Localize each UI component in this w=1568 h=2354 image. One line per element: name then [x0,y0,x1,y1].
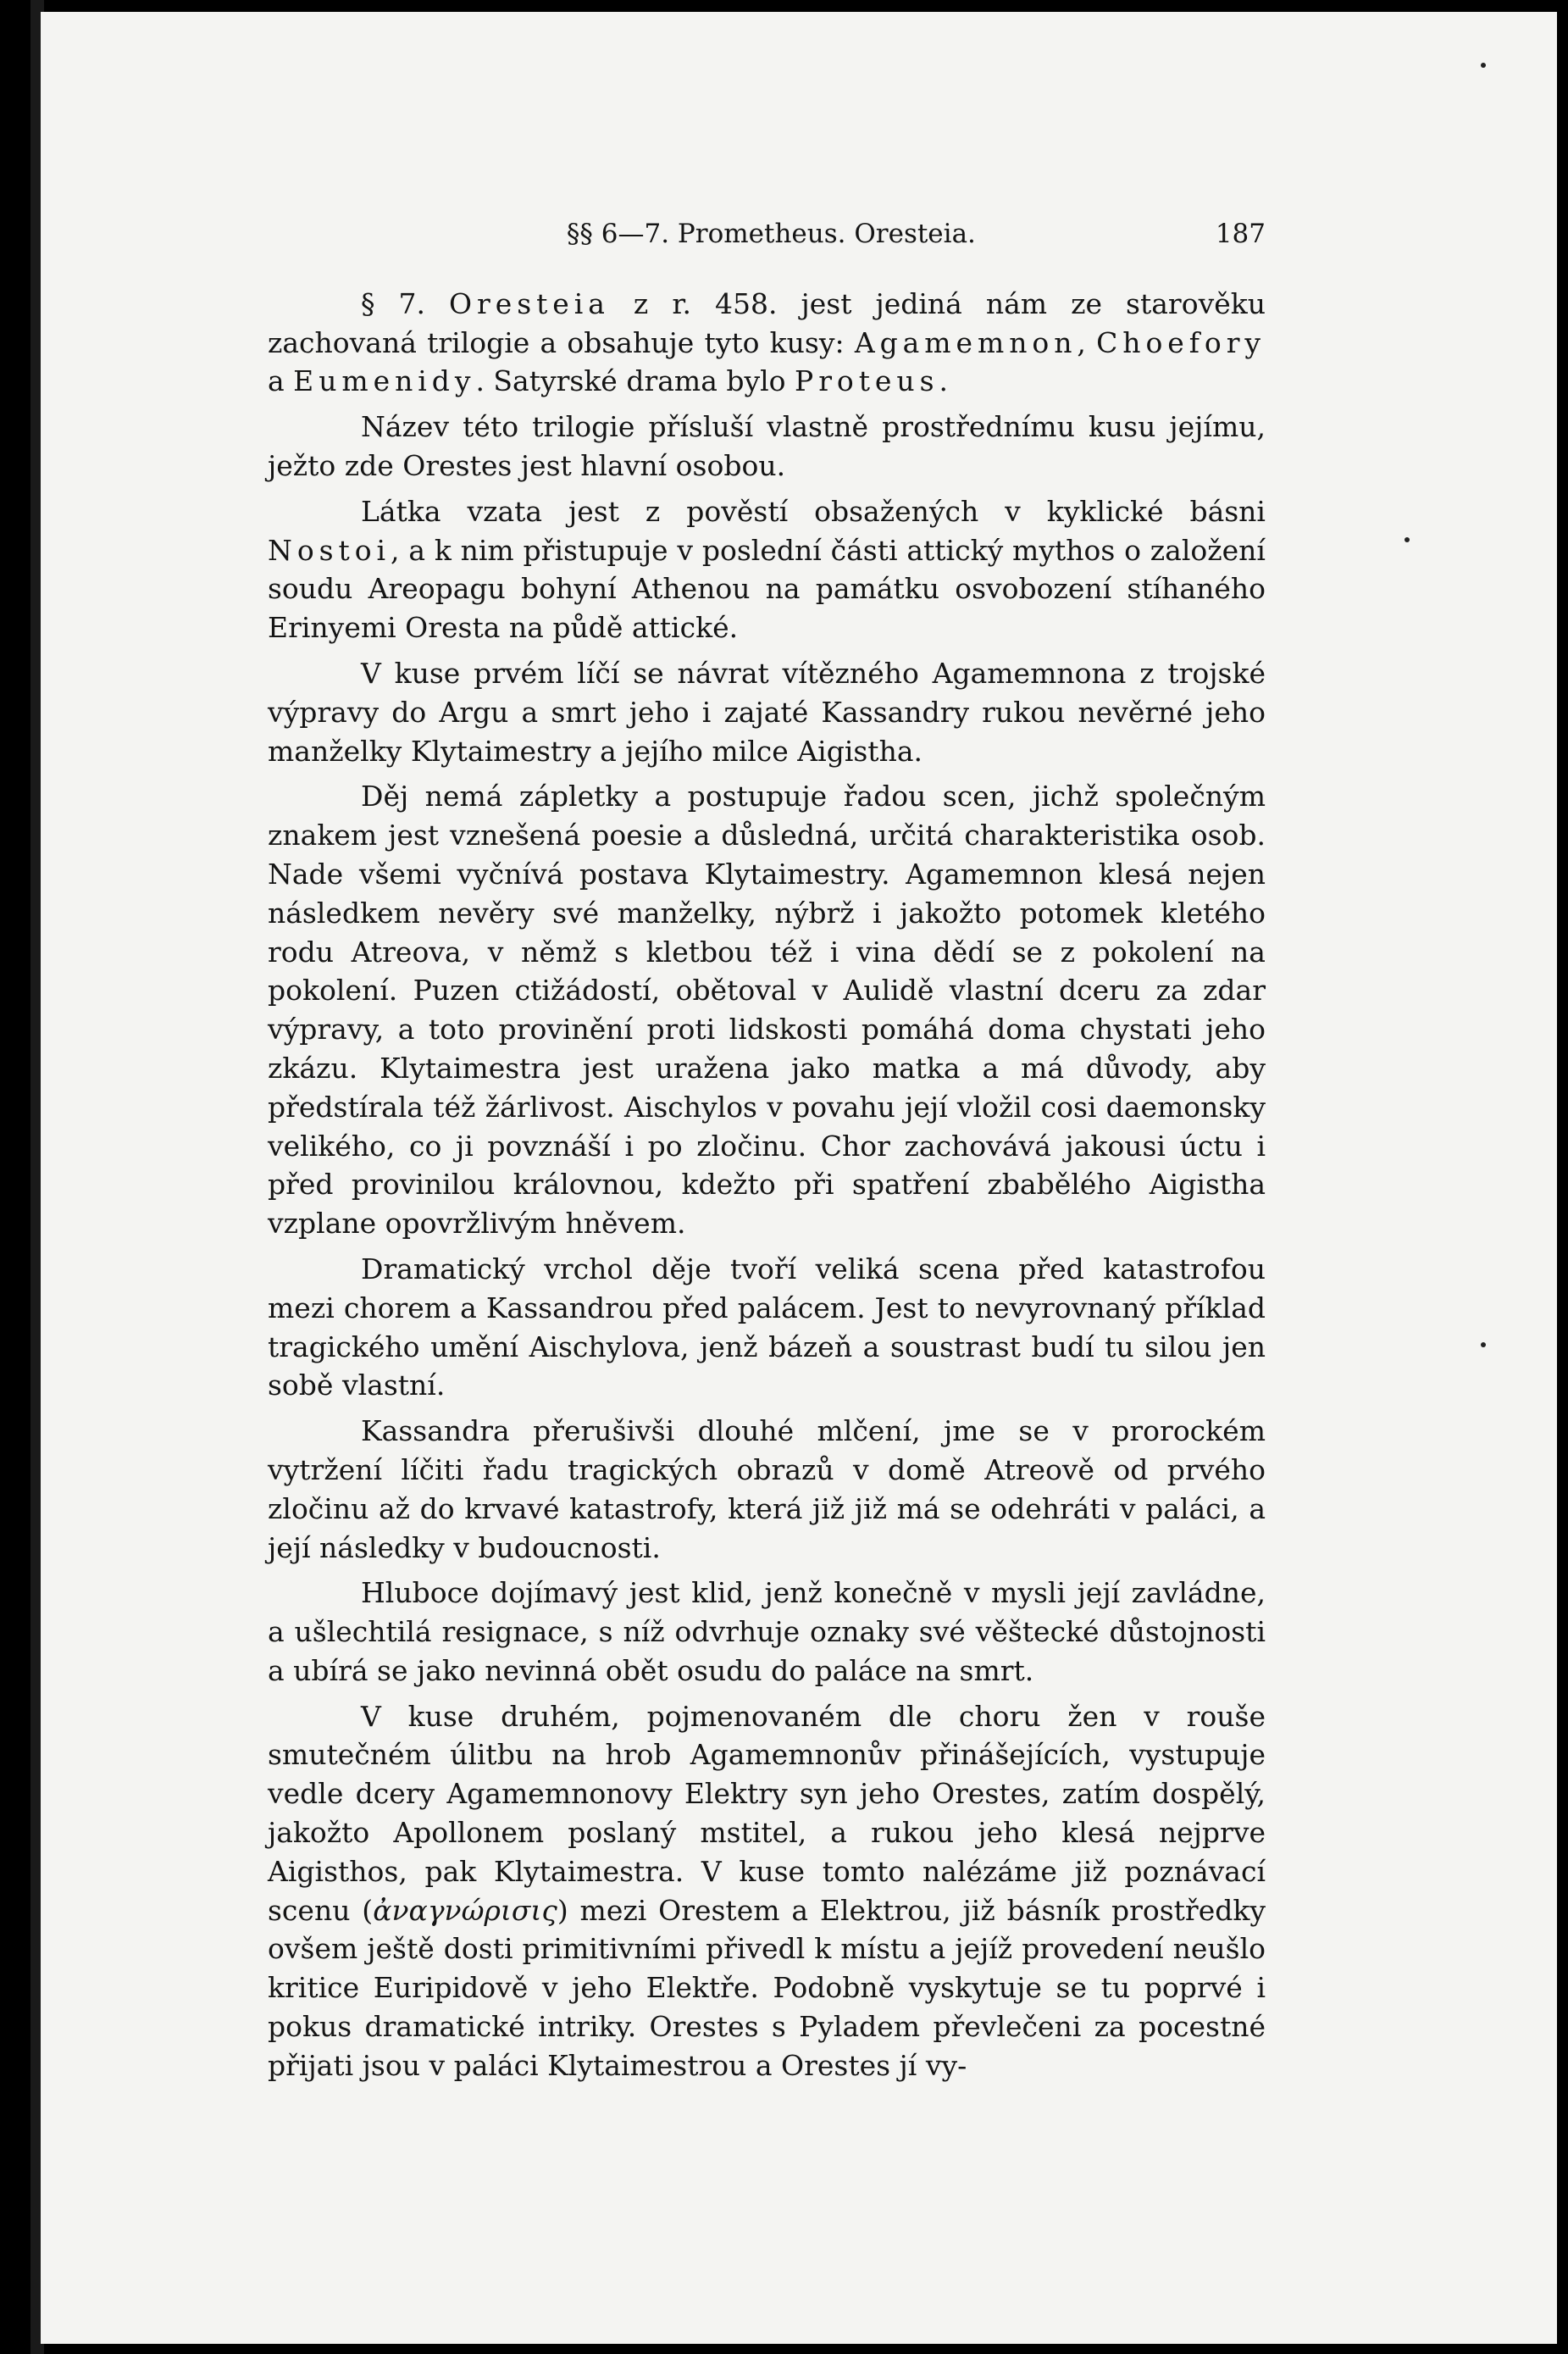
speck [1481,63,1486,68]
paragraph-9: V kuse druhém, pojmenovaném dle choru žen v rouše smutečném úlitbu na hrob Agamemnonův přinášejících, vystupuje vedle dcery Agamemnonovy Elektry syn jeho Orestes, zatím dospělý, jakožto Apollonem poslaný mstitel, a rukou jeho klesá nejprve Aigisthos, pak Klytaimestra. V kuse tomto nalézáme již poznávací scenu (ἀναγνώρισις) mezi Orestem a Elektrou, již básník prostředky ovšem ještě dosti primitivními přivedl k místu a jejíž provedení neušlo kritice Euripidově v jeho Elektře. Podobně vyskytuje se tu poprvé i pokus dramatické intriky. Orestes s Pyladem převlečeni za pocestné přijati jsou v paláci Klytaimestrou a Orestes jí vy- [268,1699,1266,2082]
page-number: 187 [1215,219,1266,249]
paragraph-6: Dramatický vrchol děje tvoří veliká scena před katastrofou mezi chorem a Kassandrou před palácem. Jest to nevyrovnaný příklad tragického umění Aischylova, jenž bázeň a soustrast budí tu silou jen sobě vlastní. [268,1252,1266,1402]
paragraph-2: Název této trilogie přísluší vlastně prostřednímu kusu jejímu, ježto zde Orestes jest hlavní osobou. [268,410,1266,482]
speck [1405,537,1410,542]
paragraph-1: § 7. Oresteia z r. 458. jest jediná nám ze starověku zachovaná trilogie a obsahuje tyto kusy: Agamemnon, Choefory a Eumenidy. Satyrské drama bylo Proteus. [268,286,1266,398]
paragraph-5: Děj nemá zápletky a postupuje řadou scen, jichž společným znakem jest vznešená poesie a důsledná, určitá charakteristika osob. Nade všemi vyčnívá postava Klytaimestry. Agamemnon klesá nejen následkem nevěry své manželky, nýbrž i jakožto potomek kletého rodu Atreova, v němž s kletbou též i vina dědí se z pokolení na pokolení. Puzen ctižádostí, obětoval v Aulidě vlastní dceru za zdar výpravy, a toto provinění proti lidskosti pomáhá doma chystati jeho zkázu. Klytaimestra jest uražena jako matka a má důvody, aby předstírala též žárlivost. Aischylos v povahu její vložil cosi daemonsky velikého, co ji povznáší i po zločinu. Chor zachovává jakousi úctu i před provinilou královnou, kdežto při spatření zbabělého Aigistha vzplane opovržlivým hněvem. [268,780,1266,1241]
paragraph-3: Látka vzata jest z pověstí obsažených v kyklické básni Nostoi, a k nim přistupuje v poslední části attický mythos o založení soudu Areopagu bohyní Athenou na památku osvobození stíhaného Erinyemi Oresta na půdě attické. [268,494,1266,645]
paragraph-4: V kuse prvém líčí se návrat vítězného Agamemnona z trojské výpravy do Argu a smrt jeho i zajaté Kassandry rukou nevěrné jeho manželky Klytaimestry a jejího milce Aigistha. [268,656,1266,768]
page-text [268,215,1266,2092]
speck [1481,1342,1486,1347]
running-header [268,215,1266,254]
header-title: §§ 6—7. Prometheus. Oresteia. [566,219,976,249]
paragraph-8: Hluboce dojímavý jest klid, jenž konečně v mysli její zavládne, a ušlechtilá resignace, s níž odvrhuje oznaky své věštecké důstojnosti a ubírá se jako nevinná obět osudu do paláce na smrt. [268,1576,1266,1687]
paragraph-7: Kassandra přerušivši dlouhé mlčení, jme se v prorockém vytržení líčiti řadu tragických obrazů v domě Atreově od prvého zločinu až do krvavé katastrofy, která již již má se odehráti v paláci, a její následky v budoucnosti. [268,1414,1266,1564]
